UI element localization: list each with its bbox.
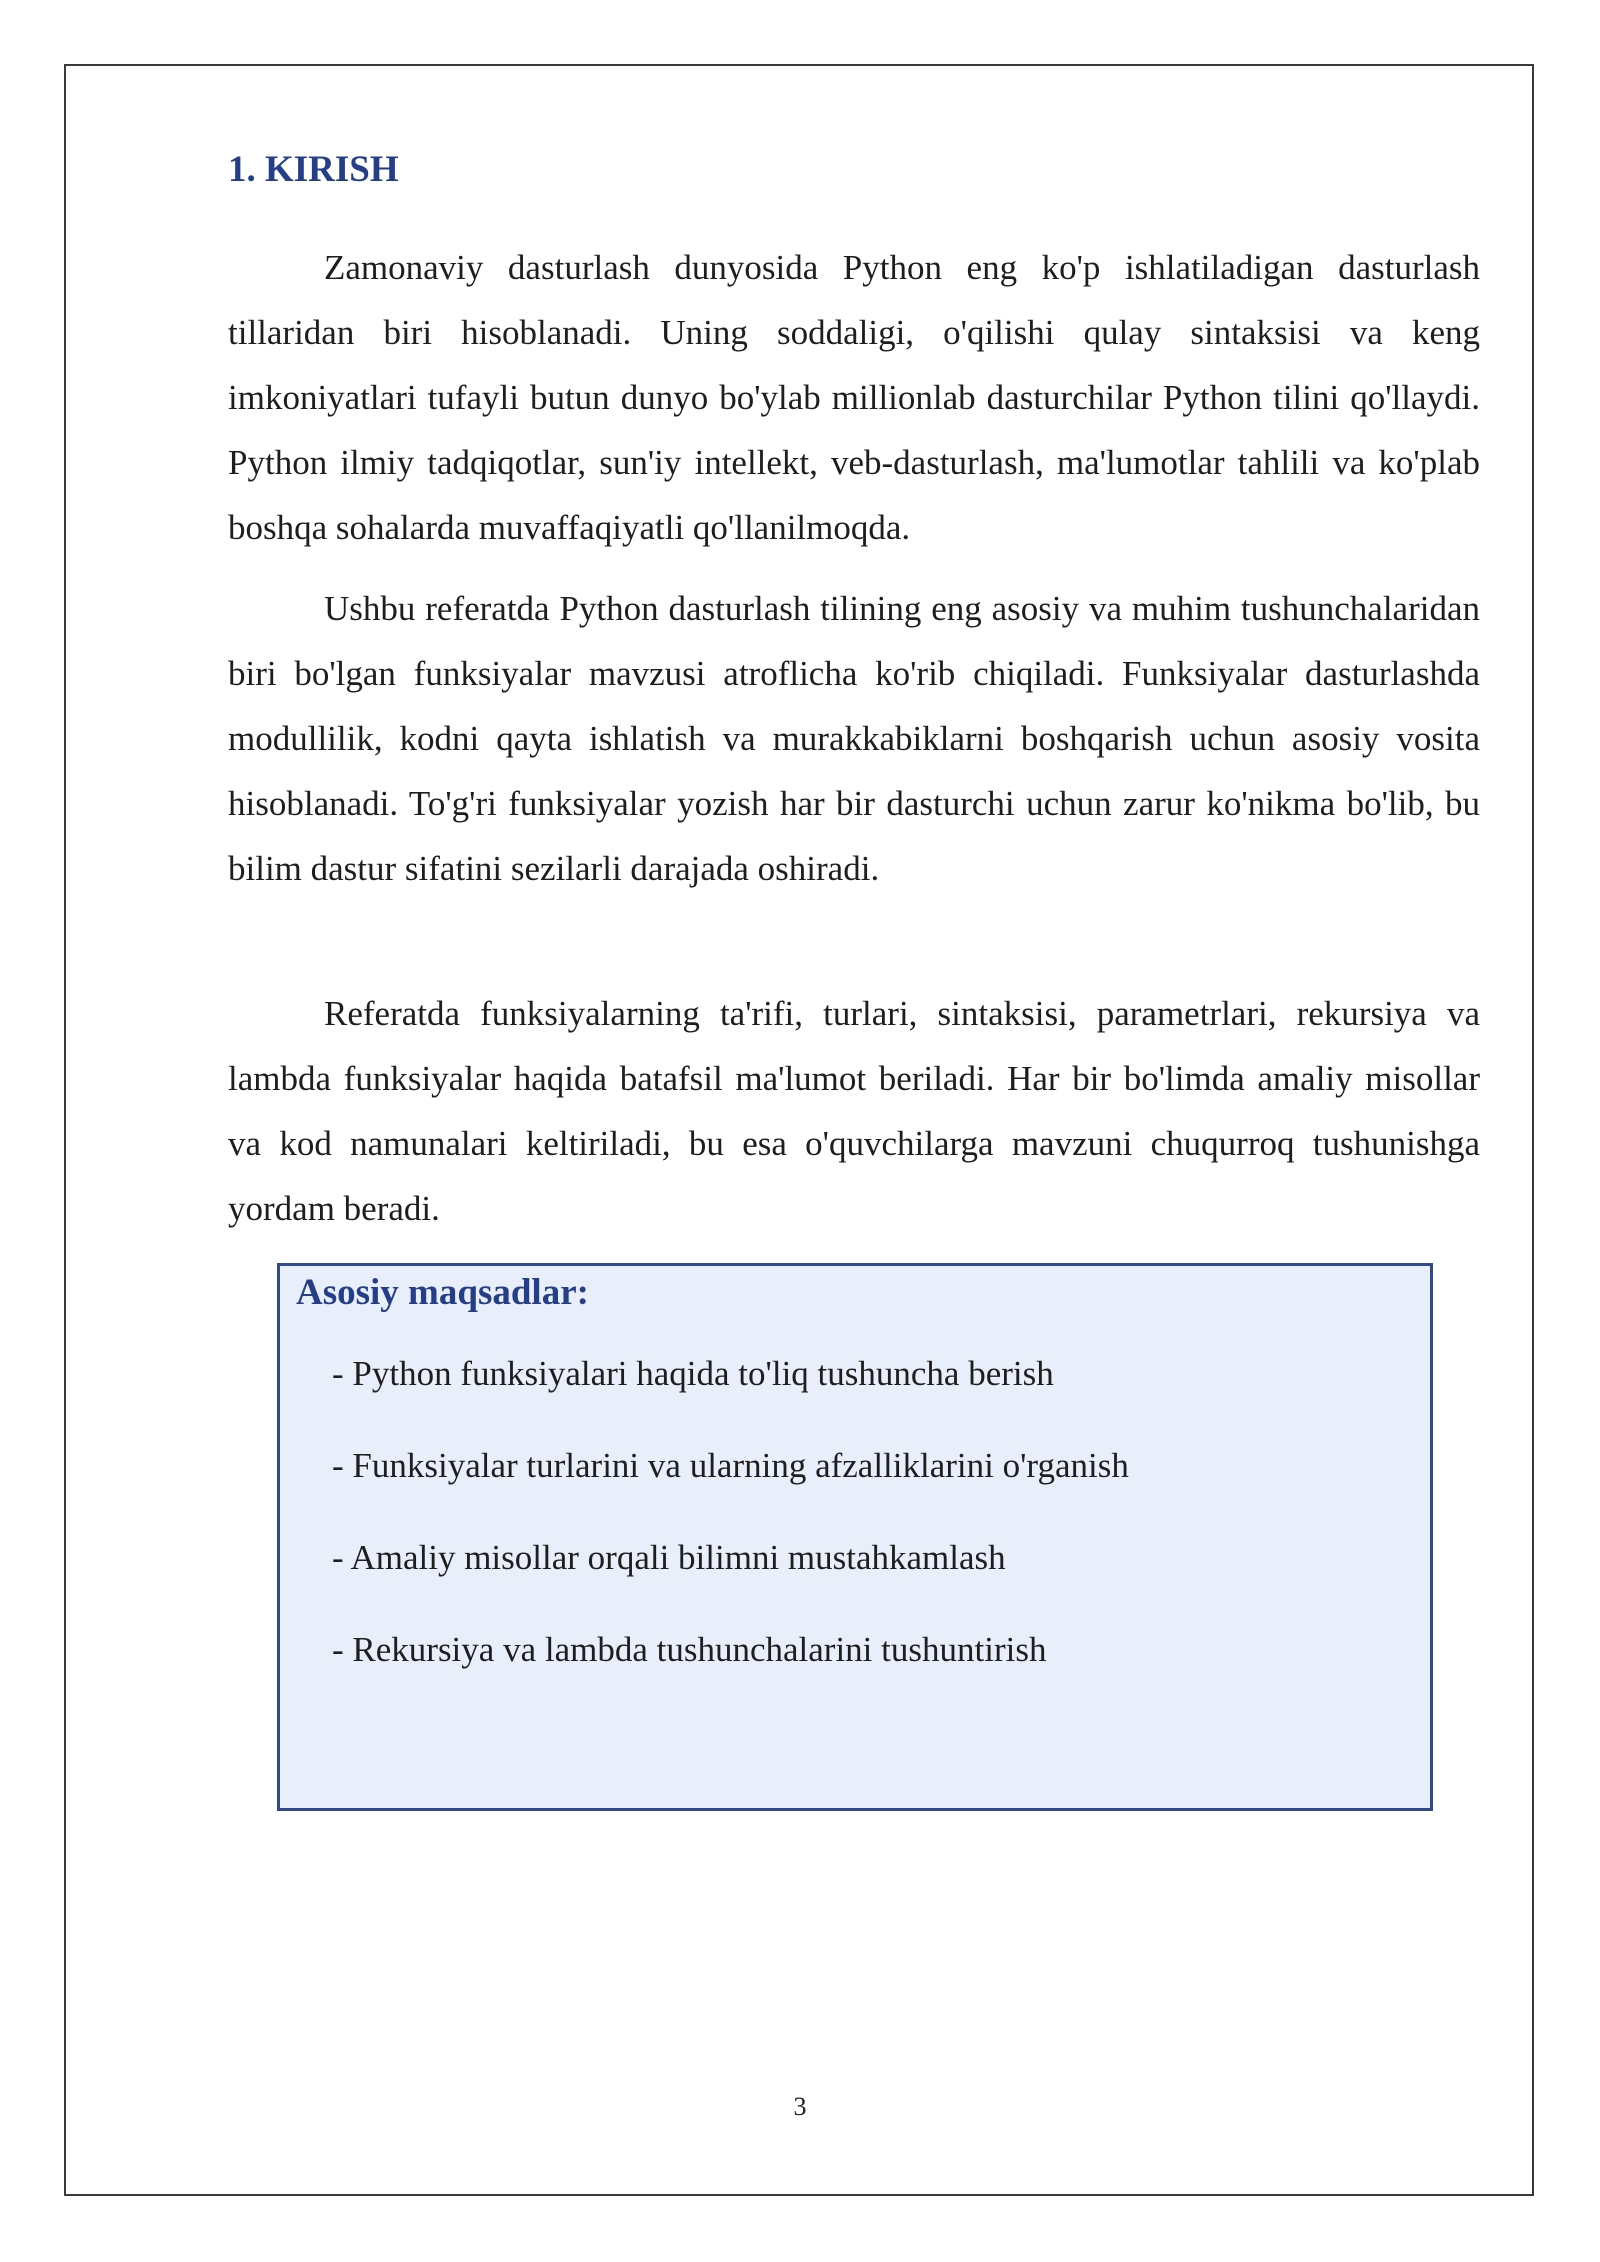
goal-item: - Rekursiya va lambda tushunchalarini tushuntirish bbox=[332, 1630, 1047, 1669]
goal-item: - Amaliy misollar orqali bilimni mustahkamlash bbox=[332, 1538, 1006, 1577]
paragraph-2: Ushbu referatda Python dasturlash tilining eng asosiy va muhim tushunchalaridan biri bo'lgan funksiyalar mavzusi atroflicha ko'rib chiqiladi. Funksiyalar dasturlashda modullilik, kodni qayta ishlatish va murakkabiklarni boshqarish uchun asosiy vosita hisoblanadi. To'g'ri funksiyalar yozish har bir dasturchi uchun zarur ko'nikma bo'lib, bu bilim dastur sifatini sezilarli darajada oshiradi. bbox=[228, 589, 1480, 888]
section-heading: 1. KIRISH bbox=[228, 149, 399, 190]
goals-title: Asosiy maqsadlar: bbox=[296, 1272, 589, 1313]
goals-box bbox=[277, 1263, 1433, 1811]
goal-item: - Python funksiyalari haqida to'liq tushuncha berish bbox=[332, 1354, 1054, 1393]
goals-list bbox=[332, 1354, 1129, 1722]
page-number: 3 bbox=[793, 2092, 807, 2121]
paragraph-3: Referatda funksiyalarning ta'rifi, turlari, sintaksisi, parametrlari, rekursiya va lambda funksiyalar haqida batafsil ma'lumot beriladi. Har bir bo'limda amaliy misollar va kod namunalari keltiriladi, bu esa o'quvchilarga mavzuni chuqurroq tushunishga yordam beradi. bbox=[228, 994, 1480, 1228]
paragraph-1: Zamonaviy dasturlash dunyosida Python eng ko'p ishlatiladigan dasturlash tillaridan biri hisoblanadi. Uning soddaligi, o'qilishi qulay sintaksisi va keng imkoniyatlari tufayli butun dunyo bo'ylab millionlab dasturchilar Python tilini qo'llaydi. Python ilmiy tadqiqotlar, sun'iy intellekt, veb-dasturlash, ma'lumotlar tahlili va ko'plab boshqa sohalarda muvaffaqiyatli qo'llanilmoqda. bbox=[228, 248, 1480, 547]
goal-item: - Funksiyalar turlarini va ularning afzalliklarini o'rganish bbox=[332, 1446, 1129, 1485]
